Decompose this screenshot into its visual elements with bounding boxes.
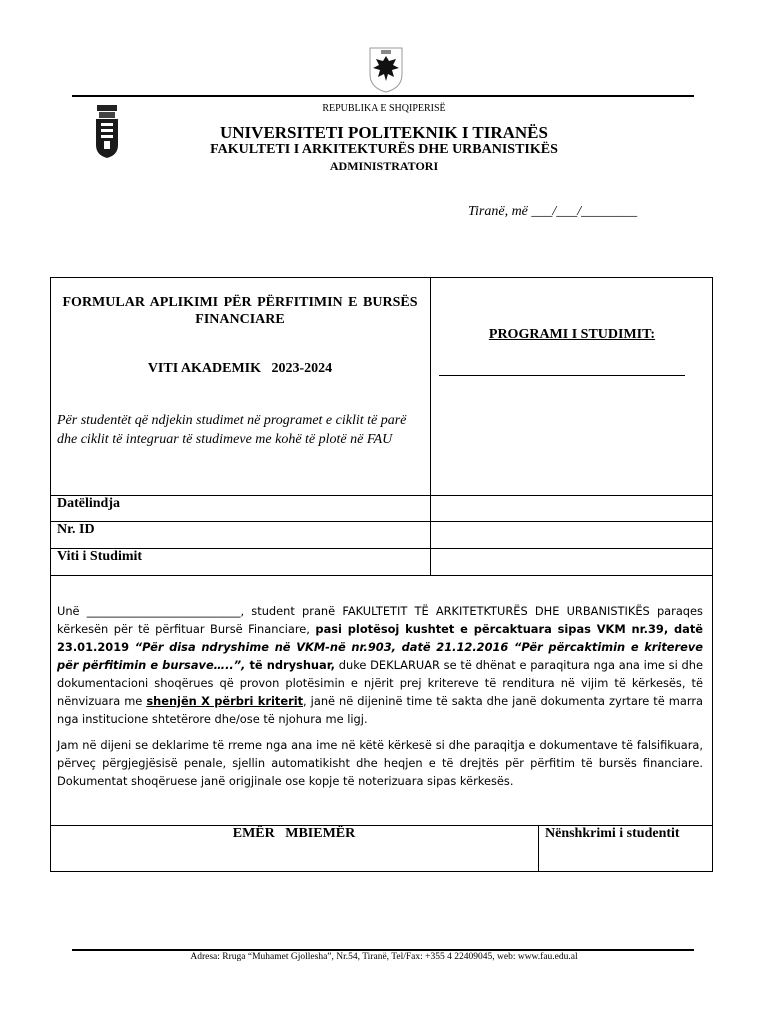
- id-value[interactable]: [431, 522, 712, 548]
- name-label: EMËR MBIEMËR: [232, 826, 356, 841]
- faculty-title: FAKULTETI I ARKITEKTURËS DHE URBANISTIKËS: [210, 142, 558, 157]
- form-description: Për studentët që ndjekin studimet në programet e ciklit të parë dhe ciklit të integruar të studimeve me kohë të plotë në FAU: [57, 413, 407, 447]
- republic-title: REPUBLIKA E SHQIPERISË: [322, 103, 446, 114]
- birthdate-label: Datëlindja: [57, 496, 120, 511]
- declaration-paragraph-2: Jam në dijeni se deklarime të rreme nga ana ime në këtë kërkesë si dhe paraqitja e dokumentave të falsifikuara, përveç përgjegjësisë penale, sjellin automatikisht dhe heqjen e të drejtës për përfitim të bursës financiare. Dokumentat shoqëruese janë origjinale ose kopje të noterizuara sipas kërkesës.: [57, 738, 703, 788]
- form-title: FORMULAR APLIKIMI PËR PËRFITIMIN E BURSËS FINANCIARE: [62, 295, 418, 327]
- declaration-paragraph-1: Unë ___________________________, student pranë FAKULTETIT TË ARKITETKTURËS DHE URBANISTIKËS paraqes kërkesën për të përfituar Bursë Financiare, pasi plotësoj kushtet e përcaktuara sipas VKM nr.39, datë 23.01.2019 “Për disa ndryshime në VKM-në nr.903, datë 21.12.2016 “Për përcaktimin e kritereve për përfitimin e bursave…..”, të ndryshuar, duke DEKLARUAR se të dhënat e paraqitura nga ana ime si dhe dokumentacioni shoqërues që provon plotësimin e njërit prej kritereve të renditura në vijim të kërkesës, të nënvizuara me shenjën X përbri kriterit, janë në dijeninë time të sakta dhe janë dokumenta zyrtare të marra nga institucione shtetërore dhe/ose të njohura me ligj.: [57, 604, 703, 726]
- row-separator-4: [50, 575, 713, 576]
- university-title: UNIVERSITETI POLITEKNIK I TIRANËS: [220, 123, 548, 142]
- birthdate-value[interactable]: [431, 496, 712, 521]
- program-label: PROGRAMI I STUDIMIT:: [488, 327, 656, 342]
- signature-label: Nënshkrimi i studentit: [545, 826, 680, 841]
- study-year-value[interactable]: [431, 549, 712, 575]
- program-input-line[interactable]: [439, 375, 685, 376]
- date-line: Tiranë, më ___/___/________: [468, 204, 638, 219]
- department-title: ADMINISTRATORI: [329, 159, 439, 173]
- id-label: Nr. ID: [57, 522, 95, 537]
- footer-rule: [72, 949, 694, 951]
- footer-address: Adresa: Rruga “Muhamet Gjollesha”, Nr.54, Tiranë, Tel/Fax: +355 4 22409045, web: www.fau.edu.al: [190, 952, 578, 962]
- signature-divider: [538, 825, 539, 872]
- albania-coat-of-arms-icon: [366, 44, 406, 94]
- academic-year: VITI AKADEMIK 2023-2024: [147, 361, 333, 376]
- header-rule: [72, 95, 694, 97]
- study-year-label: Viti i Studimit: [57, 549, 143, 564]
